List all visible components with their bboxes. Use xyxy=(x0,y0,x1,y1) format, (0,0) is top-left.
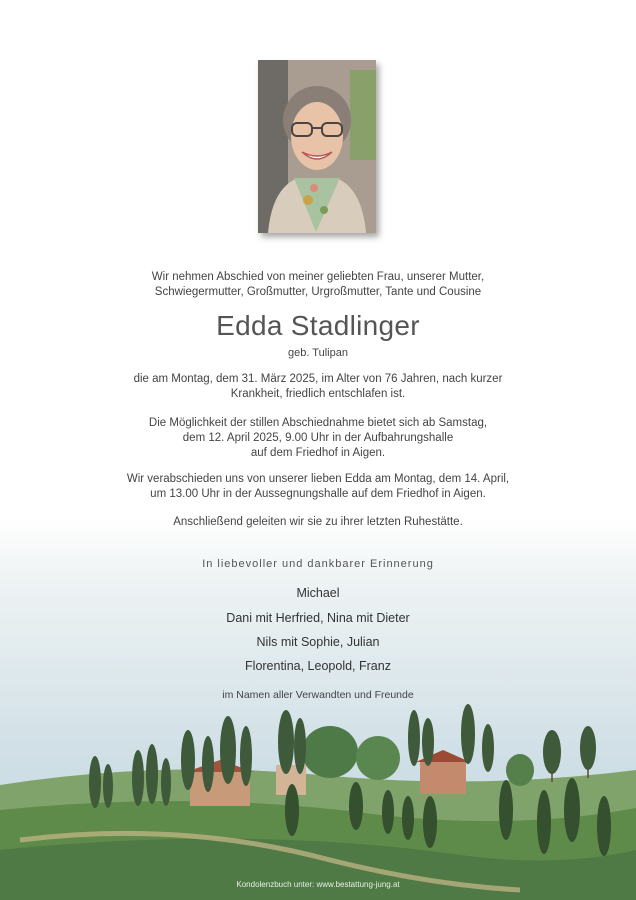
viewing-line: Die Möglichkeit der stillen Abschiednahme bietet sich ab Samstag, xyxy=(148,417,488,429)
mourner-line: Nils mit Sophie, Julian xyxy=(256,635,380,649)
viewing-line: dem 12. April 2025, 9.00 Uhr in der Aufbahrungshalle xyxy=(182,432,454,444)
intro-line: Wir nehmen Abschied von meiner geliebten Frau, unserer Mutter, xyxy=(151,271,485,283)
portrait-photo xyxy=(258,60,376,233)
relatives-note: im Namen aller Verwandten und Freunde xyxy=(222,689,414,701)
intro-text xyxy=(0,270,636,300)
deceased-name: Edda Stadlinger xyxy=(216,310,420,341)
portrait-illustration xyxy=(258,60,376,233)
viewing-notice xyxy=(0,416,636,461)
intro-line: Schwiegermutter, Großmutter, Urgroßmutter, Tante und Cousine xyxy=(154,286,482,298)
mourner-line: Dani mit Herfried, Nina mit Dieter xyxy=(226,611,410,625)
farewell-notice xyxy=(0,472,636,502)
death-notice xyxy=(0,372,636,402)
condolence-link[interactable]: Kondolenzbuch unter: www.bestattung-jung.at xyxy=(236,880,400,889)
farewell-line: Wir verabschieden uns von unserer lieben Edda am Montag, dem 14. April, xyxy=(126,473,510,485)
mourner-line: Florentina, Leopold, Franz xyxy=(245,659,391,673)
death-notice-line: die am Montag, dem 31. März 2025, im Alter von 76 Jahren, nach kurzer xyxy=(133,373,503,385)
tuscan-landscape-painting xyxy=(0,690,636,900)
death-notice-line: Krankheit, friedlich entschlafen ist. xyxy=(230,388,406,400)
viewing-line: auf dem Friedhof in Aigen. xyxy=(250,447,386,459)
burial-notice: Anschließend geleiten wir sie zu ihrer letzten Ruhestätte. xyxy=(173,516,463,528)
memory-heading: In liebevoller und dankbarer Erinnerung xyxy=(202,558,434,570)
mourner-line: Michael xyxy=(296,586,340,600)
farewell-line: um 13.00 Uhr in der Aussegnungshalle auf dem Friedhof in Aigen. xyxy=(150,488,486,500)
birth-name: geb. Tulipan xyxy=(288,347,348,359)
